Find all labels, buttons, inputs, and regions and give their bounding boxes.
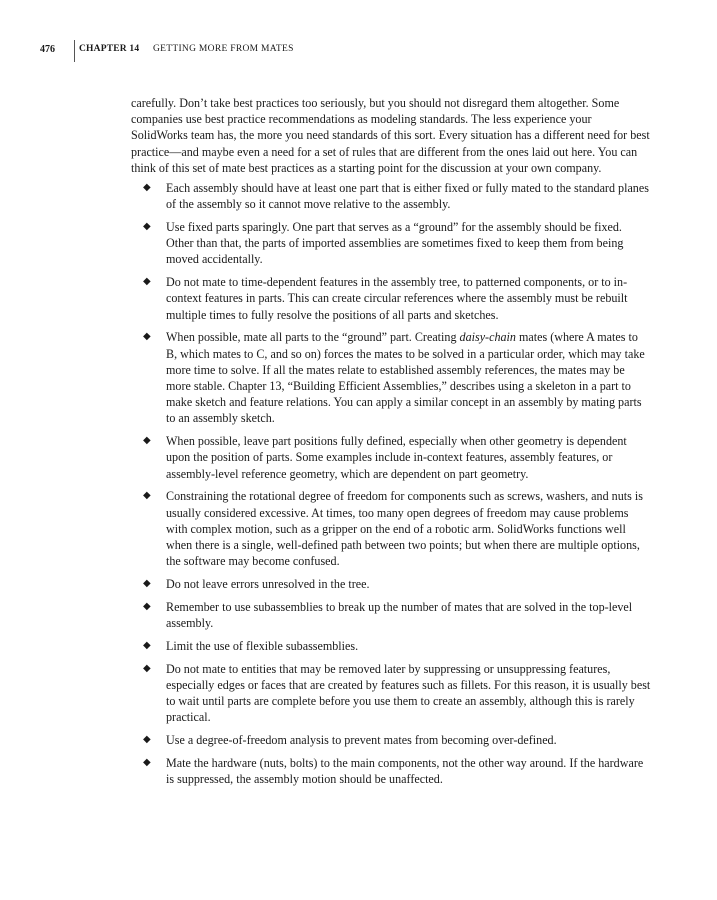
list-item	[131, 576, 651, 592]
chapter-label: CHAPTER 14	[79, 44, 140, 54]
list-item-text-pre: When possible, mate all parts to the “ground” part. Creating	[166, 330, 460, 345]
list-item	[131, 180, 651, 212]
chapter-title: GETTING MORE FROM MATES	[153, 44, 294, 54]
body-text	[131, 95, 651, 794]
bullet-diamond-icon: ◆	[143, 490, 151, 502]
list-item	[131, 274, 651, 323]
list-item-text: Use a degree-of-freedom analysis to prevent mates from becoming over-defined.	[166, 733, 557, 748]
list-item	[131, 638, 651, 654]
header-divider	[74, 40, 75, 62]
list-item-text: Do not leave errors unresolved in the tree.	[166, 577, 370, 592]
bullet-diamond-icon: ◆	[143, 600, 151, 612]
list-item	[131, 599, 651, 631]
best-practices-list	[131, 180, 651, 787]
list-item-text: Limit the use of flexible subassemblies.	[166, 638, 359, 653]
list-item	[131, 488, 651, 569]
bullet-diamond-icon: ◆	[143, 734, 151, 746]
list-item	[131, 755, 651, 787]
list-item	[131, 433, 651, 482]
bullet-diamond-icon: ◆	[143, 639, 151, 651]
list-item-text: Constraining the rotational degree of freedom for components such as screws, washers, and nuts is usually considered excessive. At times, too many open degrees of freedom may cause problems with complex motion, such as a gripper on the end of a robotic arm. SolidWorks functions well when there is a single, well-defined path between two points; but when there are multiple options, the software may become confused.	[166, 489, 643, 569]
bullet-diamond-icon: ◆	[143, 756, 151, 768]
list-item-text: Use fixed parts sparingly. One part that serves as a “ground” for the assembly should be fixed. Other than that, the parts of imported assemblies are sometimes fixed to keep them from being moved accidentally.	[166, 220, 624, 267]
list-item-text: Do not mate to entities that may be removed later by suppressing or unsuppressing features, especially edges or faces that are created by features such as fillets. For this reason, it is usually best to wait until parts are complete before you use them to create an assembly, although this is rarely practical.	[166, 661, 651, 725]
list-item	[131, 732, 651, 748]
list-item-text: Remember to use subassemblies to break up the number of mates that are solved in the top-level assembly.	[166, 599, 633, 631]
list-item	[131, 661, 651, 726]
bullet-diamond-icon: ◆	[143, 221, 151, 233]
bullet-diamond-icon: ◆	[143, 578, 151, 590]
list-item-text-post: mates (where A mates to B, which mates to C, and so on) forces the mates to be solved in a particular order, which may take more time to solve. If all the mates relate to established assembly references, the mates may be more stable. Chapter 13, “Building Efficient Assemblies,” describes using a skeleton in a part to make sketch and feature relations. You can apply a similar concept in an assembly by mating parts to an assembly sketch.	[166, 330, 645, 426]
list-item	[131, 219, 651, 268]
list-item-text: Do not mate to time-dependent features in the assembly tree, to patterned components, or to in-context features in parts. This can create circular references where the assembly must be rebuilt multiple times to fully resolve the positions of all parts and sketches.	[166, 275, 628, 322]
list-item	[131, 329, 651, 426]
page-number: 476	[40, 44, 55, 55]
list-item-text: Each assembly should have at least one part that is either fixed or fully mated to the standard planes of the assembly so it cannot move relative to the assembly.	[166, 181, 649, 212]
bullet-diamond-icon: ◆	[143, 435, 151, 447]
bullet-diamond-icon: ◆	[143, 276, 151, 288]
daisy-chain-term: daisy-chain	[459, 330, 516, 345]
bullet-diamond-icon: ◆	[143, 331, 151, 343]
list-item-text: Mate the hardware (nuts, bolts) to the main components, not the other way around. If the hardware is suppressed, the assembly motion should be unaffected.	[166, 755, 644, 787]
bullet-diamond-icon: ◆	[143, 182, 151, 194]
bullet-diamond-icon: ◆	[143, 662, 151, 674]
list-item-text: When possible, leave part positions fully defined, especially when other geometry is dependent upon the position of parts. Some examples include in-context features, assembly features, or assembly-level reference geometry, which are dependent on part geometry.	[166, 434, 627, 481]
intro-paragraph: carefully. Don’t take best practices too seriously, but you should not disregard them altogether. Some companies use best practice recommendations as modeling standards. The less experience your SolidWorks team has, the more you need standards of this sort. Every situation has a different need for best practice—and maybe even a need for a set of rules that are different from the ones laid out here. You can think of this set of mate best practices as a starting point for the discussion at your own company.	[131, 96, 650, 175]
